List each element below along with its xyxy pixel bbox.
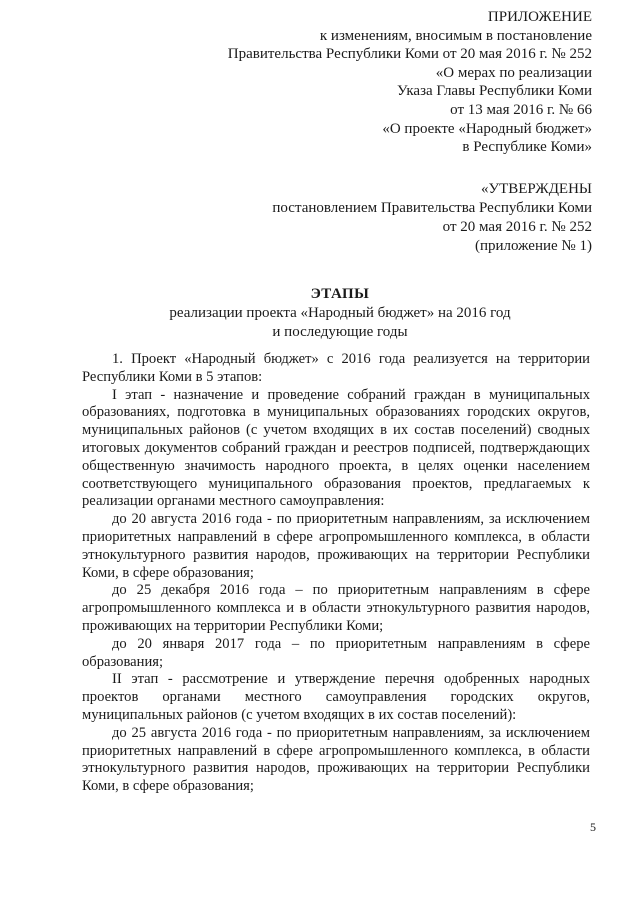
approval-line: от 20 мая 2016 г. № 252 — [442, 219, 592, 235]
body-paragraph: до 25 декабря 2016 года – по приоритетным направлениям в сфере агропромышленного комплекса и в области этнокультурного развития народов, проживающих на территории Республики Коми; — [82, 582, 590, 634]
approval-line: постановлением Правительства Республики Коми — [272, 200, 592, 216]
document-body — [82, 351, 590, 796]
approval-line: «УТВЕРЖДЕНЫ — [480, 181, 592, 197]
body-paragraph: до 25 августа 2016 года - по приоритетным направлениям, за исключением приоритетных направлений в сфере агропромышленного комплекса, в области этнокультурного развития народов, проживающих на территории Республики Коми, в сфере образования; — [82, 724, 590, 795]
body-paragraph: II этап - рассмотрение и утверждение перечня одобренных народных проектов органами местного самоуправления городских округов, муниципальных районов (с учетом входящих в их состав поселений): — [82, 671, 590, 723]
appendix-line: от 13 мая 2016 г. № 66 — [450, 101, 592, 118]
page-number: 5 — [590, 820, 596, 834]
appendix-line: «О мерах по реализации — [435, 64, 592, 81]
approval-line: (приложение № 1) — [474, 238, 592, 254]
body-paragraph: до 20 января 2017 года – по приоритетным направлениям в сфере образования; — [82, 635, 590, 670]
appendix-header — [228, 8, 592, 157]
document-heading — [0, 285, 640, 342]
appendix-line: к изменениям, вносимым в постановление — [319, 27, 592, 44]
appendix-line: Правительства Республики Коми от 20 мая 2016 г. № 252 — [227, 46, 592, 63]
body-paragraph: до 20 августа 2016 года - по приоритетным направлениям, за исключением приоритетных направлений в сфере агропромышленного комплекса, в области этнокультурного развития народов, проживающих на территории Республики Коми, в сфере образования; — [82, 511, 590, 581]
body-paragraph: I этап - назначение и проведение собраний граждан в муниципальных образованиях, подготовка в муниципальных образованиях городских округов, муниципальных районов (с учетом входящих в их состав поселений) сводных итоговых документов собраний граждан и реестров подписей, подтверждающих общественную значимость народного проекта, в целях оценки населением соответствующего муниципального образования проектов, предлагаемых к реализации органами местного самоуправления: — [82, 386, 590, 510]
document-subtitle-line: и последующие годы — [272, 324, 408, 340]
document-title: ЭТАПЫ — [310, 286, 370, 302]
appendix-line: Указа Главы Республики Коми — [397, 83, 592, 100]
approval-stamp-text — [272, 180, 592, 256]
body-paragraph: 1. Проект «Народный бюджет» с 2016 года реализуется на территории Республики Коми в 5 этапов: — [82, 351, 590, 385]
appendix-line: ПРИЛОЖЕНИЕ — [487, 9, 592, 25]
document-subtitle-line: реализации проекта «Народный бюджет» на 2016 год — [169, 305, 511, 321]
appendix-line: «О проекте «Народный бюджет» — [382, 120, 592, 137]
appendix-line: в Республике Коми» — [462, 139, 592, 156]
